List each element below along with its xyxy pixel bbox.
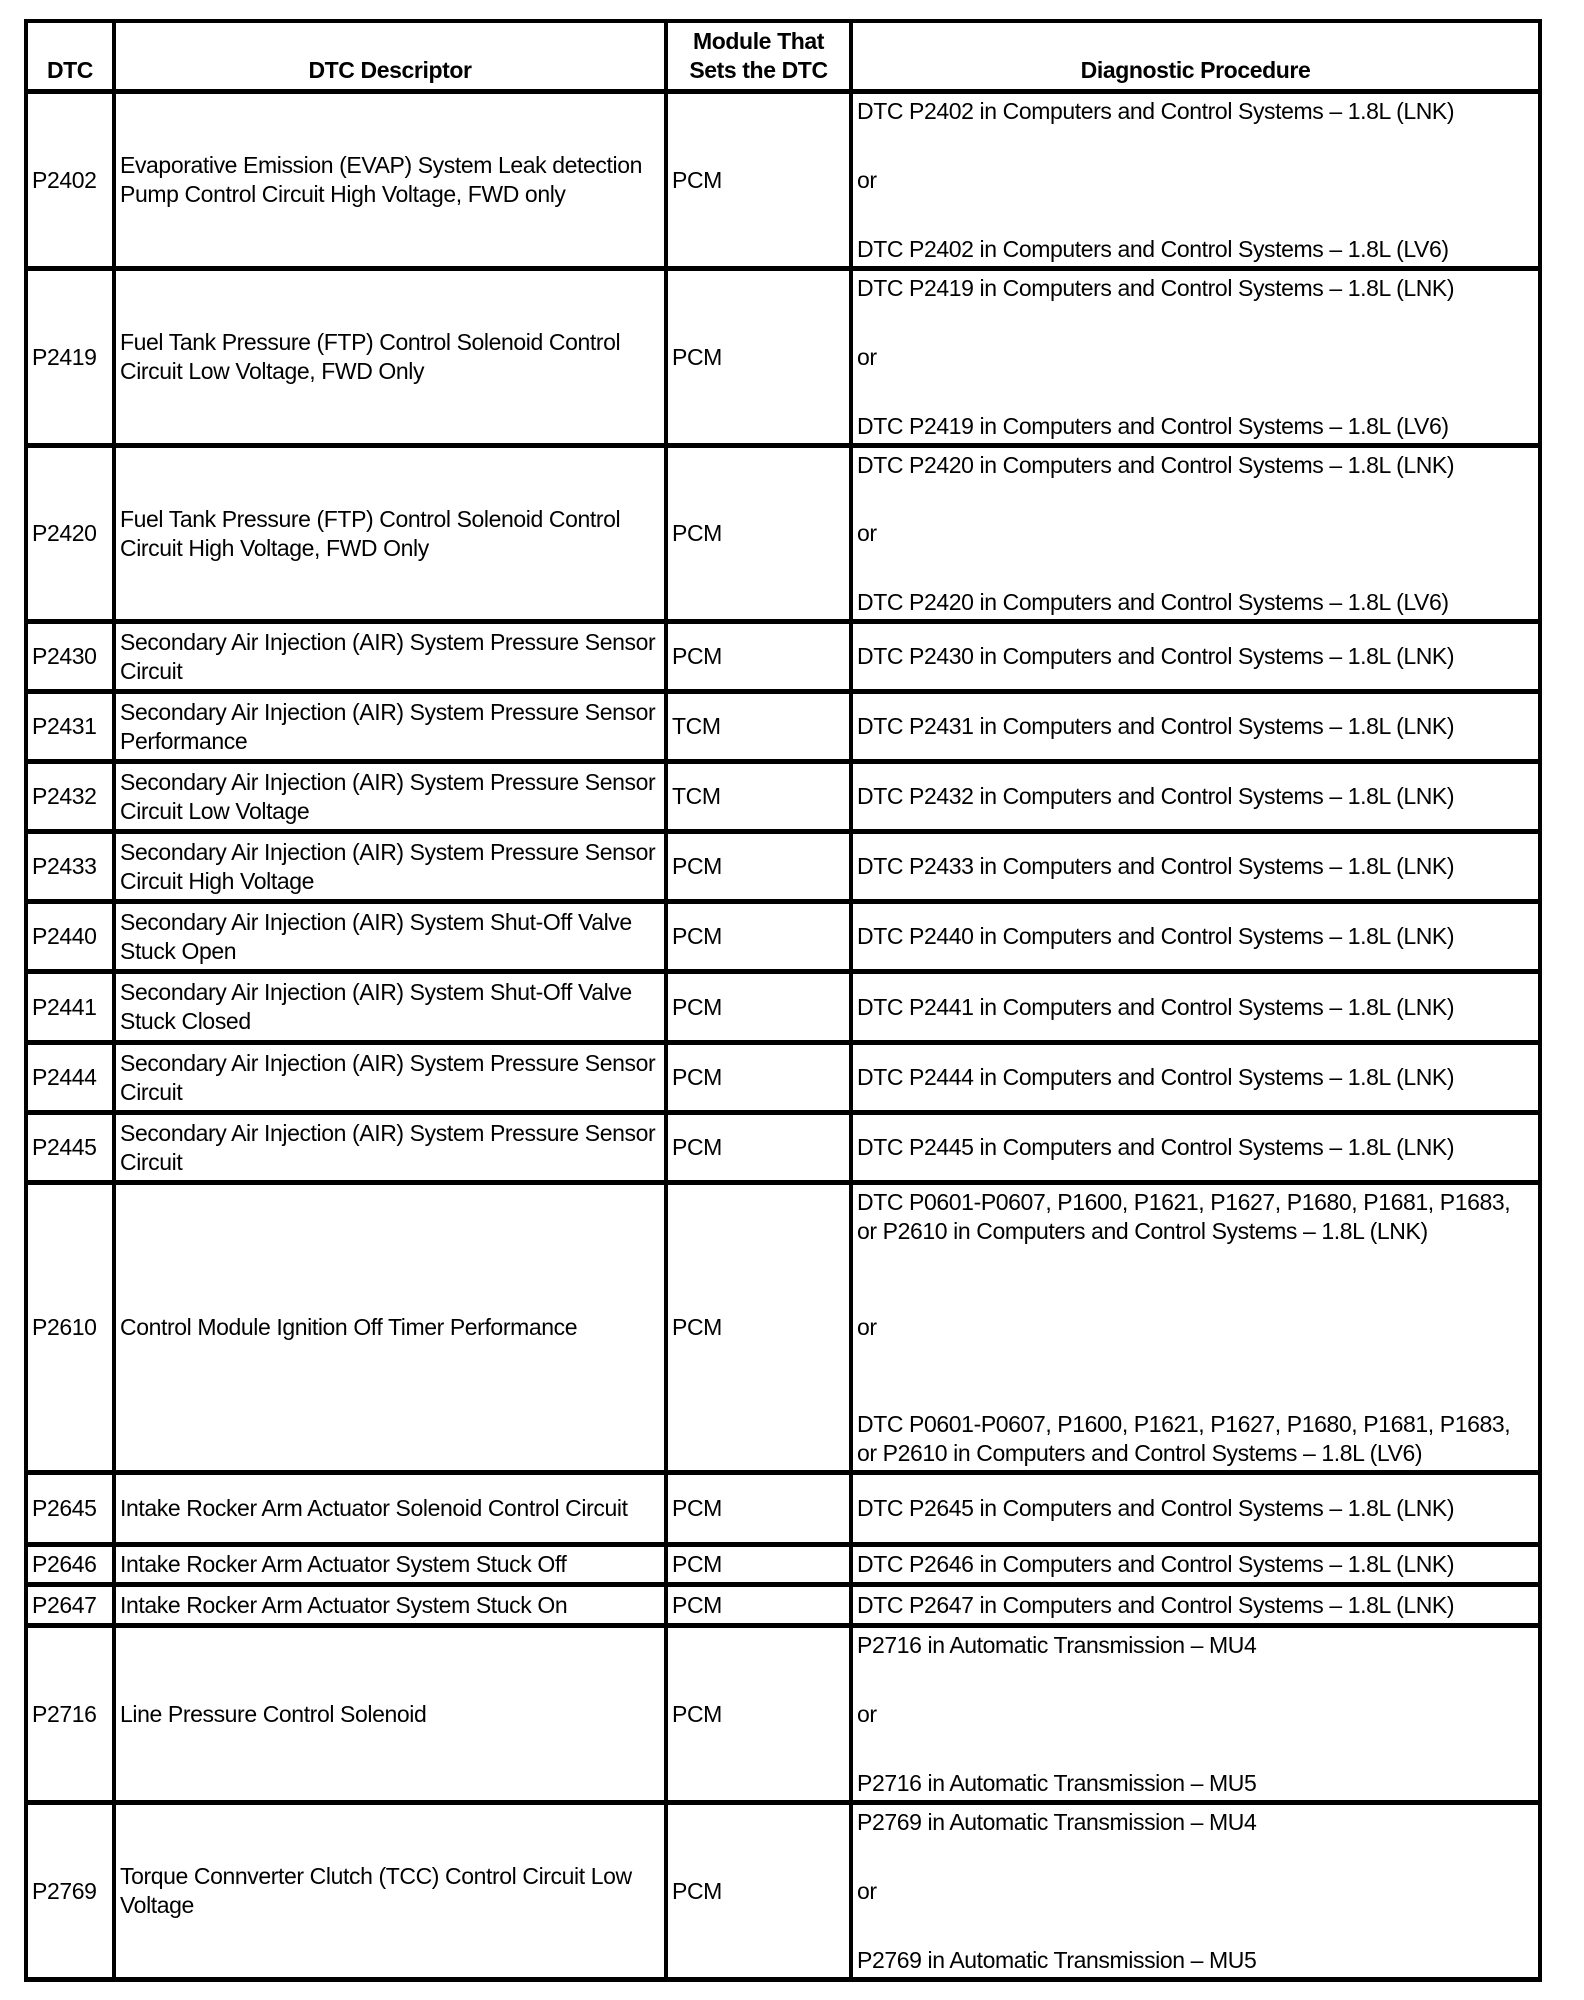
procedure-link[interactable]: P2716 in Automatic Transmission – MU5	[857, 1769, 1257, 1796]
module-cell: PCM	[666, 1473, 851, 1545]
procedure-cell	[851, 1545, 1540, 1585]
table-row	[26, 92, 1540, 269]
dtc-code-cell: P2646	[26, 1545, 114, 1585]
procedure-link[interactable]: DTC P2431 in Computers and Control Systems – 1.8L (LNK)	[857, 713, 1455, 739]
module-cell: PCM	[666, 92, 851, 269]
module-cell: TCM	[666, 762, 851, 832]
procedure-link[interactable]: P2769 in Automatic Transmission – MU4	[857, 1808, 1257, 1835]
dtc-descriptor-cell: Intake Rocker Arm Actuator Solenoid Control Circuit	[114, 1473, 666, 1545]
procedure-link[interactable]: DTC P2441 in Computers and Control Systems – 1.8L (LNK)	[857, 993, 1455, 1020]
header-dtc: DTC	[26, 21, 114, 92]
dtc-code-cell: P2419	[26, 269, 114, 446]
procedure-link[interactable]: P2769 in Automatic Transmission – MU5	[857, 1946, 1257, 1973]
procedure-cell	[851, 1043, 1540, 1113]
dtc-descriptor-cell: Intake Rocker Arm Actuator System Stuck On	[114, 1585, 666, 1626]
procedure-link[interactable]: DTC P2420 in Computers and Control Systems – 1.8L (LV6)	[857, 588, 1449, 615]
procedure-cell	[851, 902, 1540, 972]
procedure-link[interactable]: DTC P0601-P0607, P1600, P1621, P1627, P1680, P1681, P1683, or P2610 in Computers and Control Systems – 1.8L (LV6)	[857, 1410, 1511, 1466]
table-row	[26, 762, 1540, 832]
header-module: Module That Sets the DTC	[666, 21, 851, 92]
procedure-cell	[851, 446, 1540, 622]
procedure-link[interactable]: DTC P2432 in Computers and Control Systems – 1.8L (LNK)	[857, 783, 1455, 809]
procedure-cell	[851, 762, 1540, 832]
header-row	[26, 21, 1540, 92]
dtc-descriptor-cell: Secondary Air Injection (AIR) System Pressure Sensor Circuit	[114, 1113, 666, 1183]
procedure-link[interactable]: DTC P2445 in Computers and Control Systems – 1.8L (LNK)	[857, 1134, 1455, 1160]
module-cell: PCM	[666, 972, 851, 1043]
dtc-code-cell: P2432	[26, 762, 114, 832]
procedure-or-separator: or	[857, 166, 877, 193]
dtc-descriptor-cell: Secondary Air Injection (AIR) System Shut-Off Valve Stuck Open	[114, 902, 666, 972]
procedure-link[interactable]: P2716 in Automatic Transmission – MU4	[857, 1631, 1257, 1658]
procedure-cell	[851, 692, 1540, 762]
dtc-descriptor-cell: Secondary Air Injection (AIR) System Shut-Off Valve Stuck Closed	[114, 972, 666, 1043]
module-cell: PCM	[666, 1043, 851, 1113]
procedure-cell	[851, 1585, 1540, 1626]
header-descriptor: DTC Descriptor	[114, 21, 666, 92]
table-row	[26, 622, 1540, 692]
table-row	[26, 1113, 1540, 1183]
procedure-link[interactable]: DTC P2645 in Computers and Control Systems – 1.8L (LNK)	[857, 1495, 1455, 1521]
module-cell: PCM	[666, 1113, 851, 1183]
dtc-code-cell: P2433	[26, 832, 114, 902]
table-row	[26, 1545, 1540, 1585]
dtc-descriptor-cell: Secondary Air Injection (AIR) System Pressure Sensor Circuit	[114, 1043, 666, 1113]
module-cell: PCM	[666, 1545, 851, 1585]
dtc-code-cell: P2769	[26, 1803, 114, 1980]
procedure-link[interactable]: DTC P0601-P0607, P1600, P1621, P1627, P1680, P1681, P1683, or P2610 in Computers and Control Systems – 1.8L (LNK)	[857, 1188, 1511, 1244]
module-cell: PCM	[666, 1183, 851, 1473]
procedure-or-separator: or	[857, 1877, 877, 1904]
procedure-cell	[851, 92, 1540, 269]
dtc-descriptor-cell: Secondary Air Injection (AIR) System Pressure Sensor Circuit	[114, 622, 666, 692]
table-row	[26, 1183, 1540, 1473]
procedure-cell	[851, 1113, 1540, 1183]
table-row	[26, 692, 1540, 762]
procedure-cell	[851, 1183, 1540, 1473]
module-cell: PCM	[666, 1626, 851, 1803]
dtc-descriptor-cell: Secondary Air Injection (AIR) System Pressure Sensor Circuit High Voltage	[114, 832, 666, 902]
dtc-code-cell: P2716	[26, 1626, 114, 1803]
module-cell: PCM	[666, 832, 851, 902]
table-row	[26, 972, 1540, 1043]
procedure-or-separator: or	[857, 520, 877, 546]
dtc-code-cell: P2647	[26, 1585, 114, 1626]
dtc-code-cell: P2441	[26, 972, 114, 1043]
procedure-or-separator: or	[857, 343, 877, 370]
procedure-cell	[851, 622, 1540, 692]
dtc-code-cell: P2445	[26, 1113, 114, 1183]
header-procedure: Diagnostic Procedure	[851, 21, 1540, 92]
module-cell: PCM	[666, 269, 851, 446]
procedure-cell	[851, 1626, 1540, 1803]
table-row	[26, 1043, 1540, 1113]
procedure-link[interactable]: DTC P2420 in Computers and Control Systems – 1.8L (LNK)	[857, 451, 1455, 478]
procedure-cell	[851, 972, 1540, 1043]
procedure-link[interactable]: DTC P2646 in Computers and Control Systems – 1.8L (LNK)	[857, 1551, 1455, 1577]
dtc-descriptor-cell: Evaporative Emission (EVAP) System Leak detection Pump Control Circuit High Voltage, FWD only	[114, 92, 666, 269]
procedure-link[interactable]: DTC P2402 in Computers and Control Systems – 1.8L (LNK)	[857, 97, 1455, 124]
module-cell: PCM	[666, 1803, 851, 1980]
module-cell: PCM	[666, 902, 851, 972]
dtc-code-cell: P2430	[26, 622, 114, 692]
dtc-code-cell: P2610	[26, 1183, 114, 1473]
table-row	[26, 1473, 1540, 1545]
dtc-code-cell: P2645	[26, 1473, 114, 1545]
procedure-link[interactable]: DTC P2647 in Computers and Control Systems – 1.8L (LNK)	[857, 1591, 1455, 1618]
dtc-descriptor-cell: Intake Rocker Arm Actuator System Stuck Off	[114, 1545, 666, 1585]
dtc-descriptor-cell: Line Pressure Control Solenoid	[114, 1626, 666, 1803]
procedure-link[interactable]: DTC P2419 in Computers and Control Systems – 1.8L (LNK)	[857, 274, 1455, 301]
module-cell: PCM	[666, 446, 851, 622]
dtc-code-cell: P2420	[26, 446, 114, 622]
module-cell: PCM	[666, 622, 851, 692]
procedure-cell	[851, 269, 1540, 446]
dtc-code-cell: P2402	[26, 92, 114, 269]
dtc-code-cell: P2444	[26, 1043, 114, 1113]
procedure-link[interactable]: DTC P2402 in Computers and Control Systems – 1.8L (LV6)	[857, 235, 1449, 262]
procedure-or-separator: or	[857, 1700, 877, 1727]
table-row	[26, 1585, 1540, 1626]
table-row	[26, 832, 1540, 902]
procedure-or-separator: or	[857, 1314, 877, 1340]
table-row	[26, 269, 1540, 446]
table-body	[26, 92, 1540, 1980]
dtc-descriptor-cell: Secondary Air Injection (AIR) System Pressure Sensor Performance	[114, 692, 666, 762]
table-row	[26, 902, 1540, 972]
dtc-descriptor-cell: Secondary Air Injection (AIR) System Pressure Sensor Circuit Low Voltage	[114, 762, 666, 832]
dtc-descriptor-cell: Control Module Ignition Off Timer Performance	[114, 1183, 666, 1473]
procedure-link[interactable]: DTC P2430 in Computers and Control Systems – 1.8L (LNK)	[857, 643, 1455, 669]
procedure-link[interactable]: DTC P2444 in Computers and Control Systems – 1.8L (LNK)	[857, 1064, 1455, 1090]
dtc-descriptor-cell: Torque Connverter Clutch (TCC) Control Circuit Low Voltage	[114, 1803, 666, 1980]
procedure-link[interactable]: DTC P2419 in Computers and Control Systems – 1.8L (LV6)	[857, 412, 1449, 439]
dtc-code-cell: P2431	[26, 692, 114, 762]
table-row	[26, 446, 1540, 622]
procedure-link[interactable]: DTC P2433 in Computers and Control Systems – 1.8L (LNK)	[857, 853, 1455, 879]
table-row	[26, 1626, 1540, 1803]
procedure-cell	[851, 1803, 1540, 1980]
procedure-cell	[851, 1473, 1540, 1545]
module-cell: PCM	[666, 1585, 851, 1626]
module-cell: TCM	[666, 692, 851, 762]
dtc-table	[24, 19, 1542, 1982]
table-row	[26, 1803, 1540, 1980]
dtc-code-cell: P2440	[26, 902, 114, 972]
procedure-link[interactable]: DTC P2440 in Computers and Control Systems – 1.8L (LNK)	[857, 923, 1455, 949]
procedure-cell	[851, 832, 1540, 902]
dtc-descriptor-cell: Fuel Tank Pressure (FTP) Control Solenoid Control Circuit High Voltage, FWD Only	[114, 446, 666, 622]
dtc-descriptor-cell: Fuel Tank Pressure (FTP) Control Solenoid Control Circuit Low Voltage, FWD Only	[114, 269, 666, 446]
